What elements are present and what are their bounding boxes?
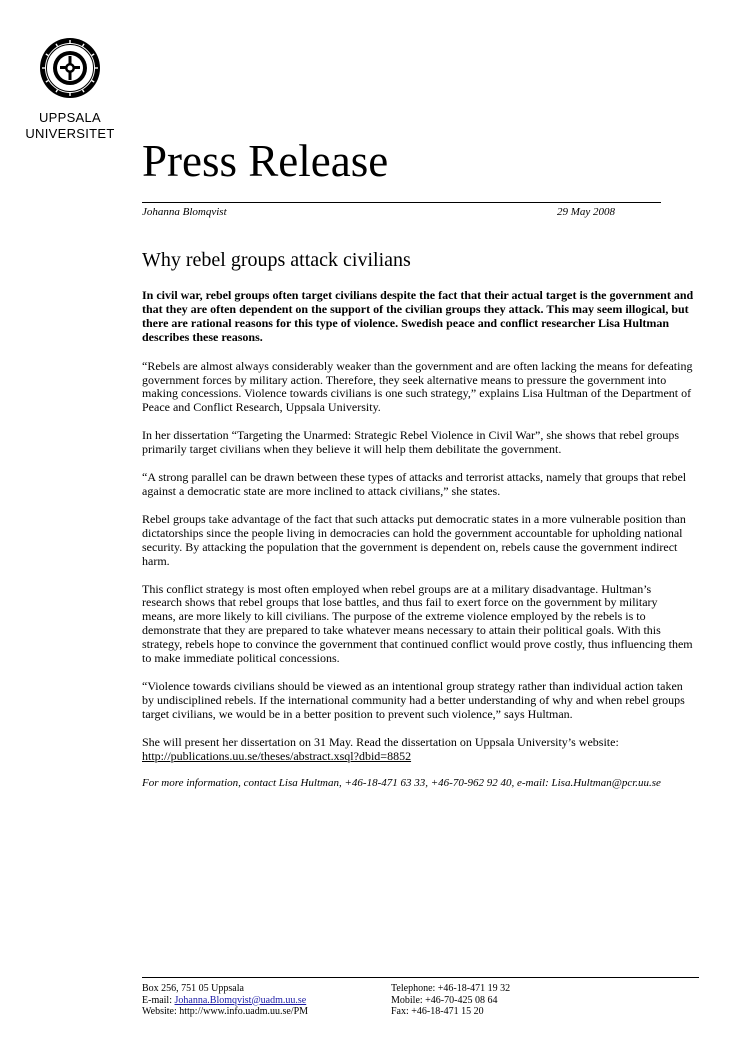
university-name [0, 110, 140, 142]
author-name: Johanna Blomqvist [142, 206, 227, 218]
final-paragraph [142, 736, 694, 764]
university-seal-icon [38, 36, 102, 100]
body-paragraph-6: “Violence towards civilians should be viewed as an intentional group strategy rather than individual action taken by undisciplined rebels. If the international community had a better understanding of why and when rebel groups target civilians, we would be in a better position to prevent such violence,” says Hultman. [142, 678, 685, 721]
footer-right [391, 983, 510, 1018]
university-logo [0, 36, 140, 142]
footer-divider [142, 977, 699, 978]
footer-email-label: E-mail: [142, 994, 172, 1006]
dissertation-link[interactable]: http://publications.uu.se/theses/abstract.xsql?dbid=8852 [142, 748, 412, 763]
final-paragraph-text: She will present her dissertation on 31 May. Read the dissertation on Uppsala University’s website: [142, 734, 619, 749]
footer-left [142, 983, 308, 1018]
footer-website: Website: http://www.info.uadm.uu.se/PM [142, 1006, 309, 1017]
article-body [142, 248, 694, 790]
body-paragraph-4: Rebel groups take advantage of the fact that such attacks put democratic states in a more vulnerable position than dictatorships since the people living in democracies can hold the government accountable for upholding national security. By attacking the population that the government is dependent on, rebels cause the government indirect harm. [142, 511, 686, 568]
title-divider [142, 202, 661, 203]
footer-email-line [142, 995, 308, 1007]
university-name-line1: UPPSALA [38, 110, 102, 125]
body-paragraph-2: In her dissertation “Targeting the Unarmed: Strategic Rebel Violence in Civil War”, she shows that rebel groups primarily target civilians when they believe it will help them debilitate the government. [142, 428, 679, 457]
body-paragraph-1: “Rebels are almost always considerably weaker than the government and are often lacking the means for defeating government forces by military action. Therefore, they seek alternative means to pressure the government into making concessions. Violence towards civilians is one such strategy,” explains Lisa Hultman of the Department of Peace and Conflict Research, Uppsala University. [142, 358, 693, 415]
body-paragraph-3: “A strong parallel can be drawn between these types of attacks and terrorist attacks, namely that groups that rebel against a democratic state are more inclined to attack civilians,” she states. [142, 470, 687, 498]
university-name-line2: UNIVERSITET [25, 126, 115, 141]
footer-email-link[interactable]: Johanna.Blomqvist@uadm.uu.se [174, 994, 307, 1006]
lead-paragraph: In civil war, rebel groups often target civilians despite the fact that their actual target is the government and that they are often dependent on the support of the civilian groups they attack. This may seem illogical, but there are rational reasons for this type of violence. Swedish peace and conflict researcher Lisa Hultman describes these reasons. [142, 288, 694, 344]
release-date: 29 May 2008 [557, 206, 616, 218]
footer-fax: Fax: +46-18-471 15 20 [391, 1006, 484, 1017]
article-headline: Why rebel groups attack civilians [142, 249, 411, 271]
body-paragraph-5: This conflict strategy is most often employed when rebel groups are at a military disadvantage. Hultman’s research shows that rebel groups that lose battles, and thus fail to exert force on the government by military means, are more likely to kill civilians. The purpose of the extreme violence employed by the rebels is to demonstrate that they are prepared to take whatever means necessary to attain their political goals. With this strategy, rebels hope to convince the government that continued conflict would prove costly, thus influencing them to make immediate political concessions. [142, 581, 693, 666]
page-title: Press Release [142, 136, 389, 186]
footer-mobile: Mobile: +46-70-425 08 64 [391, 994, 498, 1006]
footer-telephone: Telephone: +46-18-471 19 32 [391, 983, 511, 994]
footer-address: Box 256, 751 05 Uppsala [142, 983, 244, 994]
contact-info: For more information, contact Lisa Hultman, +46-18-471 63 33, +46-70-962 92 40, e-mail: Lisa.Hultman@pcr.uu.se [142, 777, 661, 790]
